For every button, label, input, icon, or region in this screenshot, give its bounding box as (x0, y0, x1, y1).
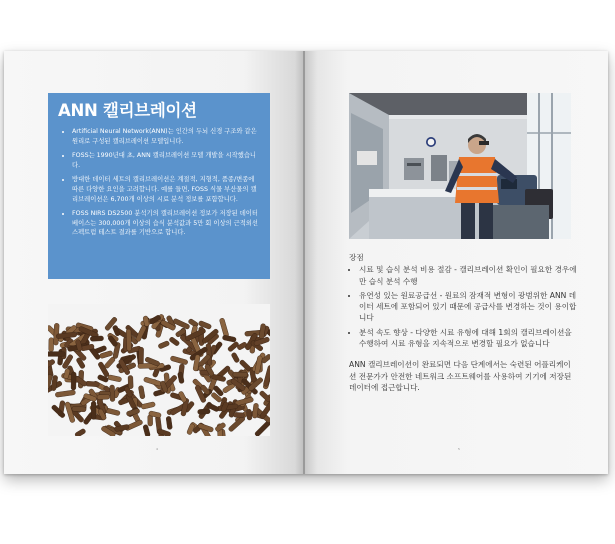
list-item: • 유연성 있는 원료공급선 - 원료의 잠재적 변형이 광범위한 ANN 데이터 세트에 포함되어 있기 때문에 공급사를 변경하는 것이 용이합니다 (359, 290, 577, 324)
advantages-section (349, 252, 577, 393)
left-page (4, 51, 304, 474)
pellet (233, 412, 244, 418)
pellet (72, 406, 86, 412)
lab-scene-illustration (349, 93, 571, 239)
pellet (139, 347, 144, 365)
advantages-heading: 장점 (349, 253, 364, 262)
page-title: ANN 캘리브레이션 (58, 101, 197, 120)
list-item: • FOSS는 1990년대 초, ANN 캘리브레이션 모델 개발을 시작했습니다. (72, 151, 260, 170)
list-item: • 분석 속도 향상 - 다양한 시료 유형에 대해 1회의 캘리브레이션을 수행하여 시료 유형을 지속적으로 변경할 필요가 없습니다 (359, 327, 577, 350)
pellet (48, 352, 65, 357)
pellet (49, 338, 54, 352)
list-item: • 시료 및 습식 분석 비용 절감 - 캘리브레이션 확인이 필요한 경우에만 습식 분석 수행 (359, 264, 577, 287)
list-item: • 방대한 데이터 세트의 캘리브레이션은 계절적, 지형적, 품종/변종에 따른 다양한 요인을 고려합니다. 예를 들면, FOSS 식물 부산물의 캘리브레이션은 6,700개 이상의 시료 분석 정보를 포함합니다. (72, 175, 260, 204)
pellet (246, 409, 252, 420)
pellets-illustration (48, 304, 270, 436)
ann-bullet-list (58, 127, 260, 238)
page-number: 4 (156, 447, 158, 451)
ann-info-box (48, 93, 270, 279)
advantages-list (349, 264, 577, 349)
brochure-spread (4, 51, 608, 474)
pellet (198, 409, 211, 415)
pellet (233, 372, 248, 377)
technician-photo (349, 93, 571, 239)
list-item: • FOSS NIRS DS2500 분석기의 캘리브레이션 정보가 저장된 데이터베이스는 300,000개 이상의 습식 분석값과 5만 회 이상의 근적외선 스펙트럼 테스트 결과를 기반으로 합니다. (72, 209, 260, 238)
pellet (85, 381, 99, 387)
pellet (128, 375, 133, 388)
pellet (148, 415, 153, 426)
right-page (305, 51, 608, 474)
pellet (71, 372, 76, 390)
pellet (126, 329, 132, 351)
pellet (91, 401, 96, 419)
feed-pellets-image (48, 304, 270, 436)
closing-paragraph: ANN 캘리브레이션이 완료되면 다음 단계에서는 숙련된 어플리케이션 전문가가 안전한 네트워크 소프트웨어를 사용하여 기기에 저장된 데이터에 접근합니다. (349, 360, 572, 392)
pellet (90, 336, 103, 341)
pellet (97, 394, 110, 399)
list-item: • Artificial Neural Network(ANN)는 인간의 두뇌 신경 구조와 같은 원리로 구성된 캘리브레이션 모델입니다. (72, 127, 260, 146)
page-number: 5 (458, 447, 460, 451)
